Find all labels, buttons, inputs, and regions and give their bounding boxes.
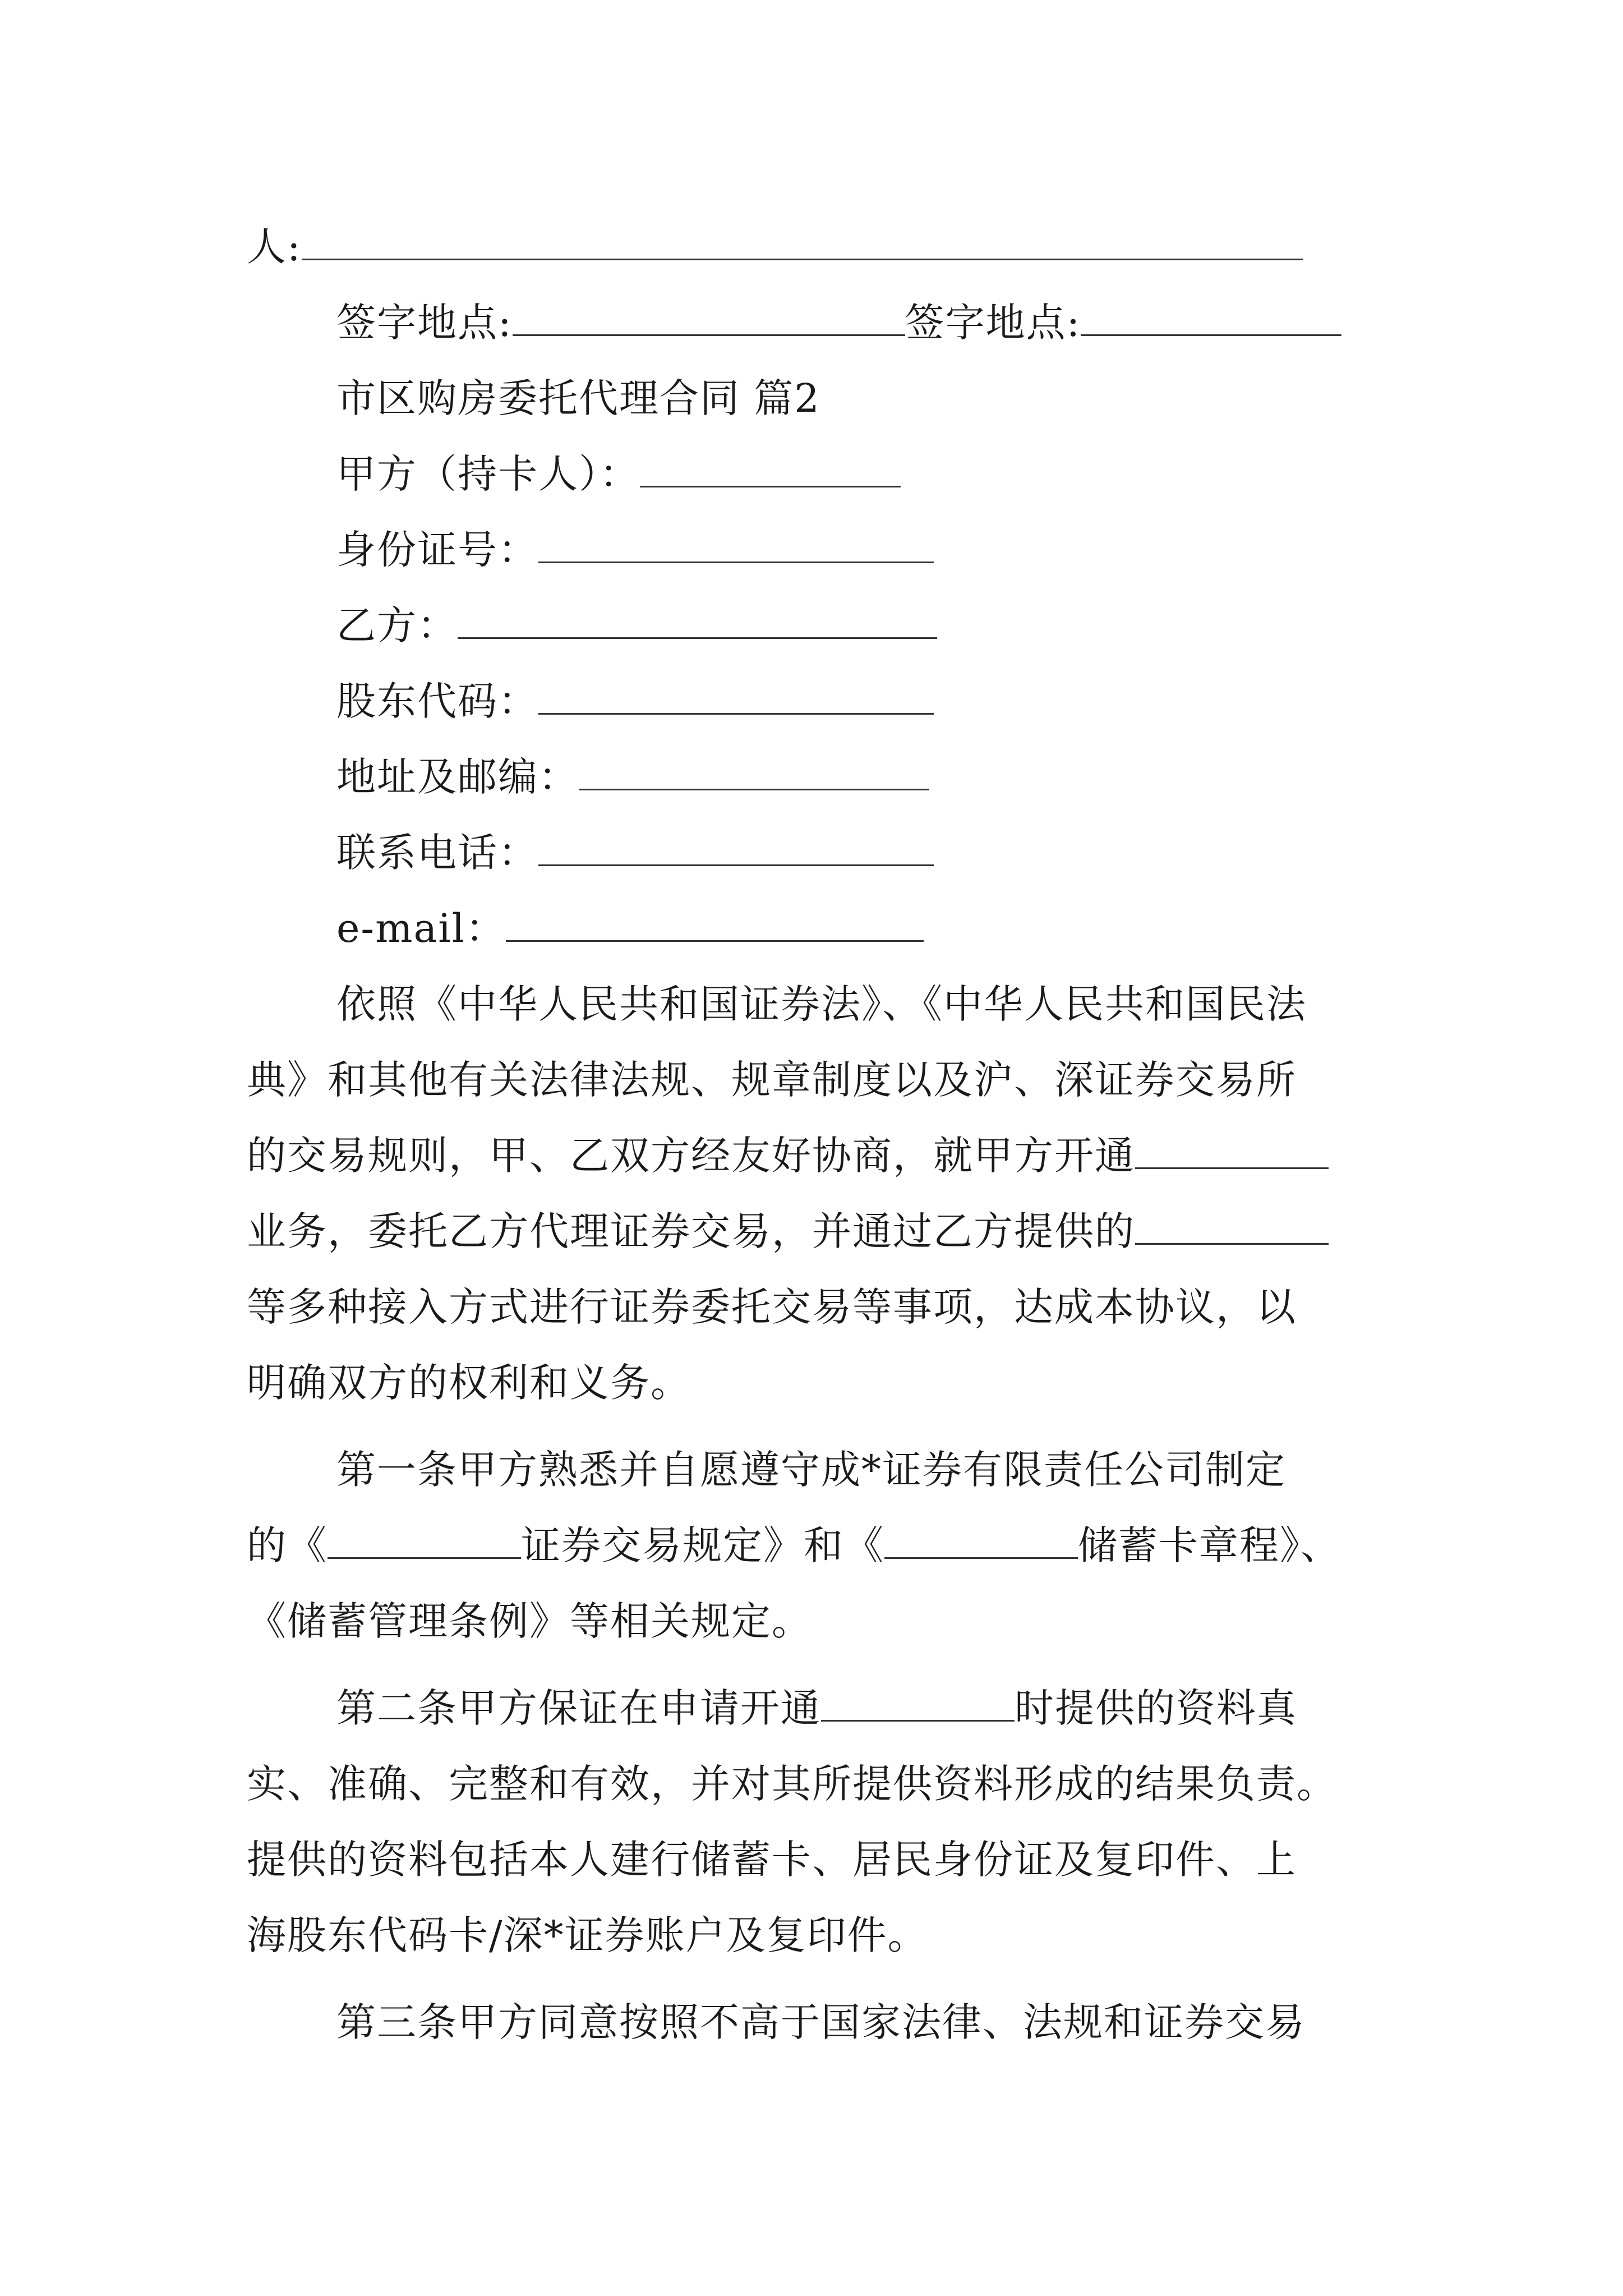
blank-field — [328, 1526, 521, 1559]
text: 提供的资料包括本人建行储蓄卡、居民身份证及复印件、上 — [247, 1837, 1297, 1883]
text: 的《 — [247, 1522, 328, 1568]
blank-field — [506, 909, 924, 942]
paragraph-line — [247, 1206, 1329, 1257]
text: 股东代码： — [336, 678, 538, 724]
text: 签字地点: — [905, 300, 1081, 346]
text: e-mail： — [336, 905, 506, 951]
paragraph-line — [247, 1282, 1297, 1332]
blank-field — [458, 606, 937, 639]
text: 身份证号： — [336, 527, 538, 573]
article-2-line — [247, 1834, 1297, 1885]
article-1-line — [336, 1444, 1286, 1495]
article-3-line — [336, 1997, 1306, 2047]
article-2-line — [336, 1683, 1297, 1733]
text: 明确双方的权利和义务。 — [247, 1360, 691, 1406]
blank-field — [538, 530, 934, 563]
text: 等多种接入方式进行证券委托交易等事项，达成本协议，以 — [247, 1284, 1297, 1330]
party-b-line — [336, 600, 937, 651]
blank-field — [1135, 1136, 1329, 1169]
phone-line — [336, 827, 934, 878]
text: 市区购房委托代理合同 篇2 — [336, 375, 820, 421]
signature-person-line — [247, 222, 1303, 272]
id-number-line — [336, 524, 934, 575]
section-title — [336, 373, 820, 424]
text: 联系电话： — [336, 830, 538, 876]
article-1-line — [247, 1596, 812, 1646]
text: 时提供的资料真 — [1015, 1685, 1297, 1731]
blank-field — [821, 1688, 1015, 1722]
text: 储蓄卡章程》、 — [1078, 1522, 1341, 1568]
text: 签字地点: — [336, 300, 513, 346]
shareholder-code-line — [336, 676, 934, 726]
text: 的交易规则，甲、乙双方经友好协商，就甲方开通 — [247, 1133, 1135, 1179]
article-1-line — [247, 1520, 1341, 1571]
article-2-line — [247, 1759, 1337, 1809]
text: 典》和其他有关法律法规、规章制度以及沪、深证券交易所 — [247, 1057, 1297, 1103]
text: 证券交易规定》和《 — [521, 1522, 884, 1568]
article-2-line — [247, 1910, 928, 1961]
blank-field — [1135, 1212, 1329, 1245]
paragraph-line — [247, 1055, 1297, 1105]
blank-field — [1081, 303, 1341, 336]
text: 实、准确、完整和有效，并对其所提供资料形成的结果负责。 — [247, 1761, 1337, 1807]
text: 甲方（持卡人）： — [336, 451, 640, 497]
text: 《储蓄管理条例》等相关规定。 — [247, 1598, 812, 1644]
party-a-line — [336, 449, 901, 499]
paragraph-line — [247, 1130, 1329, 1181]
text: 地址及邮编： — [336, 754, 579, 800]
blank-field — [579, 757, 929, 790]
email-line — [336, 903, 924, 954]
blank-field — [538, 682, 934, 715]
text: 依照《中华人民共和国证券法》、《中华人民共和国民法 — [336, 981, 1307, 1027]
text: 第一条甲方熟悉并自愿遵守成*证券有限责任公司制定 — [336, 1447, 1286, 1493]
blank-field — [302, 227, 1303, 260]
signature-place-line — [336, 297, 1341, 348]
address-line — [336, 752, 929, 802]
blank-field — [640, 454, 901, 487]
text: 第二条甲方保证在申请开通 — [336, 1685, 821, 1731]
paragraph-line — [247, 1358, 691, 1408]
text: 人: — [247, 224, 302, 270]
blank-field — [884, 1526, 1078, 1559]
blank-field — [513, 303, 905, 336]
text: 业务，委托乙方代理证券交易，并通过乙方提供的 — [247, 1208, 1135, 1254]
blank-field — [538, 833, 934, 866]
paragraph-line — [336, 979, 1307, 1029]
text: 乙方： — [336, 602, 458, 648]
text: 海股东代码卡/深*证券账户及复印件。 — [247, 1912, 928, 1958]
text: 第三条甲方同意按照不高于国家法律、法规和证券交易 — [336, 1999, 1306, 2045]
